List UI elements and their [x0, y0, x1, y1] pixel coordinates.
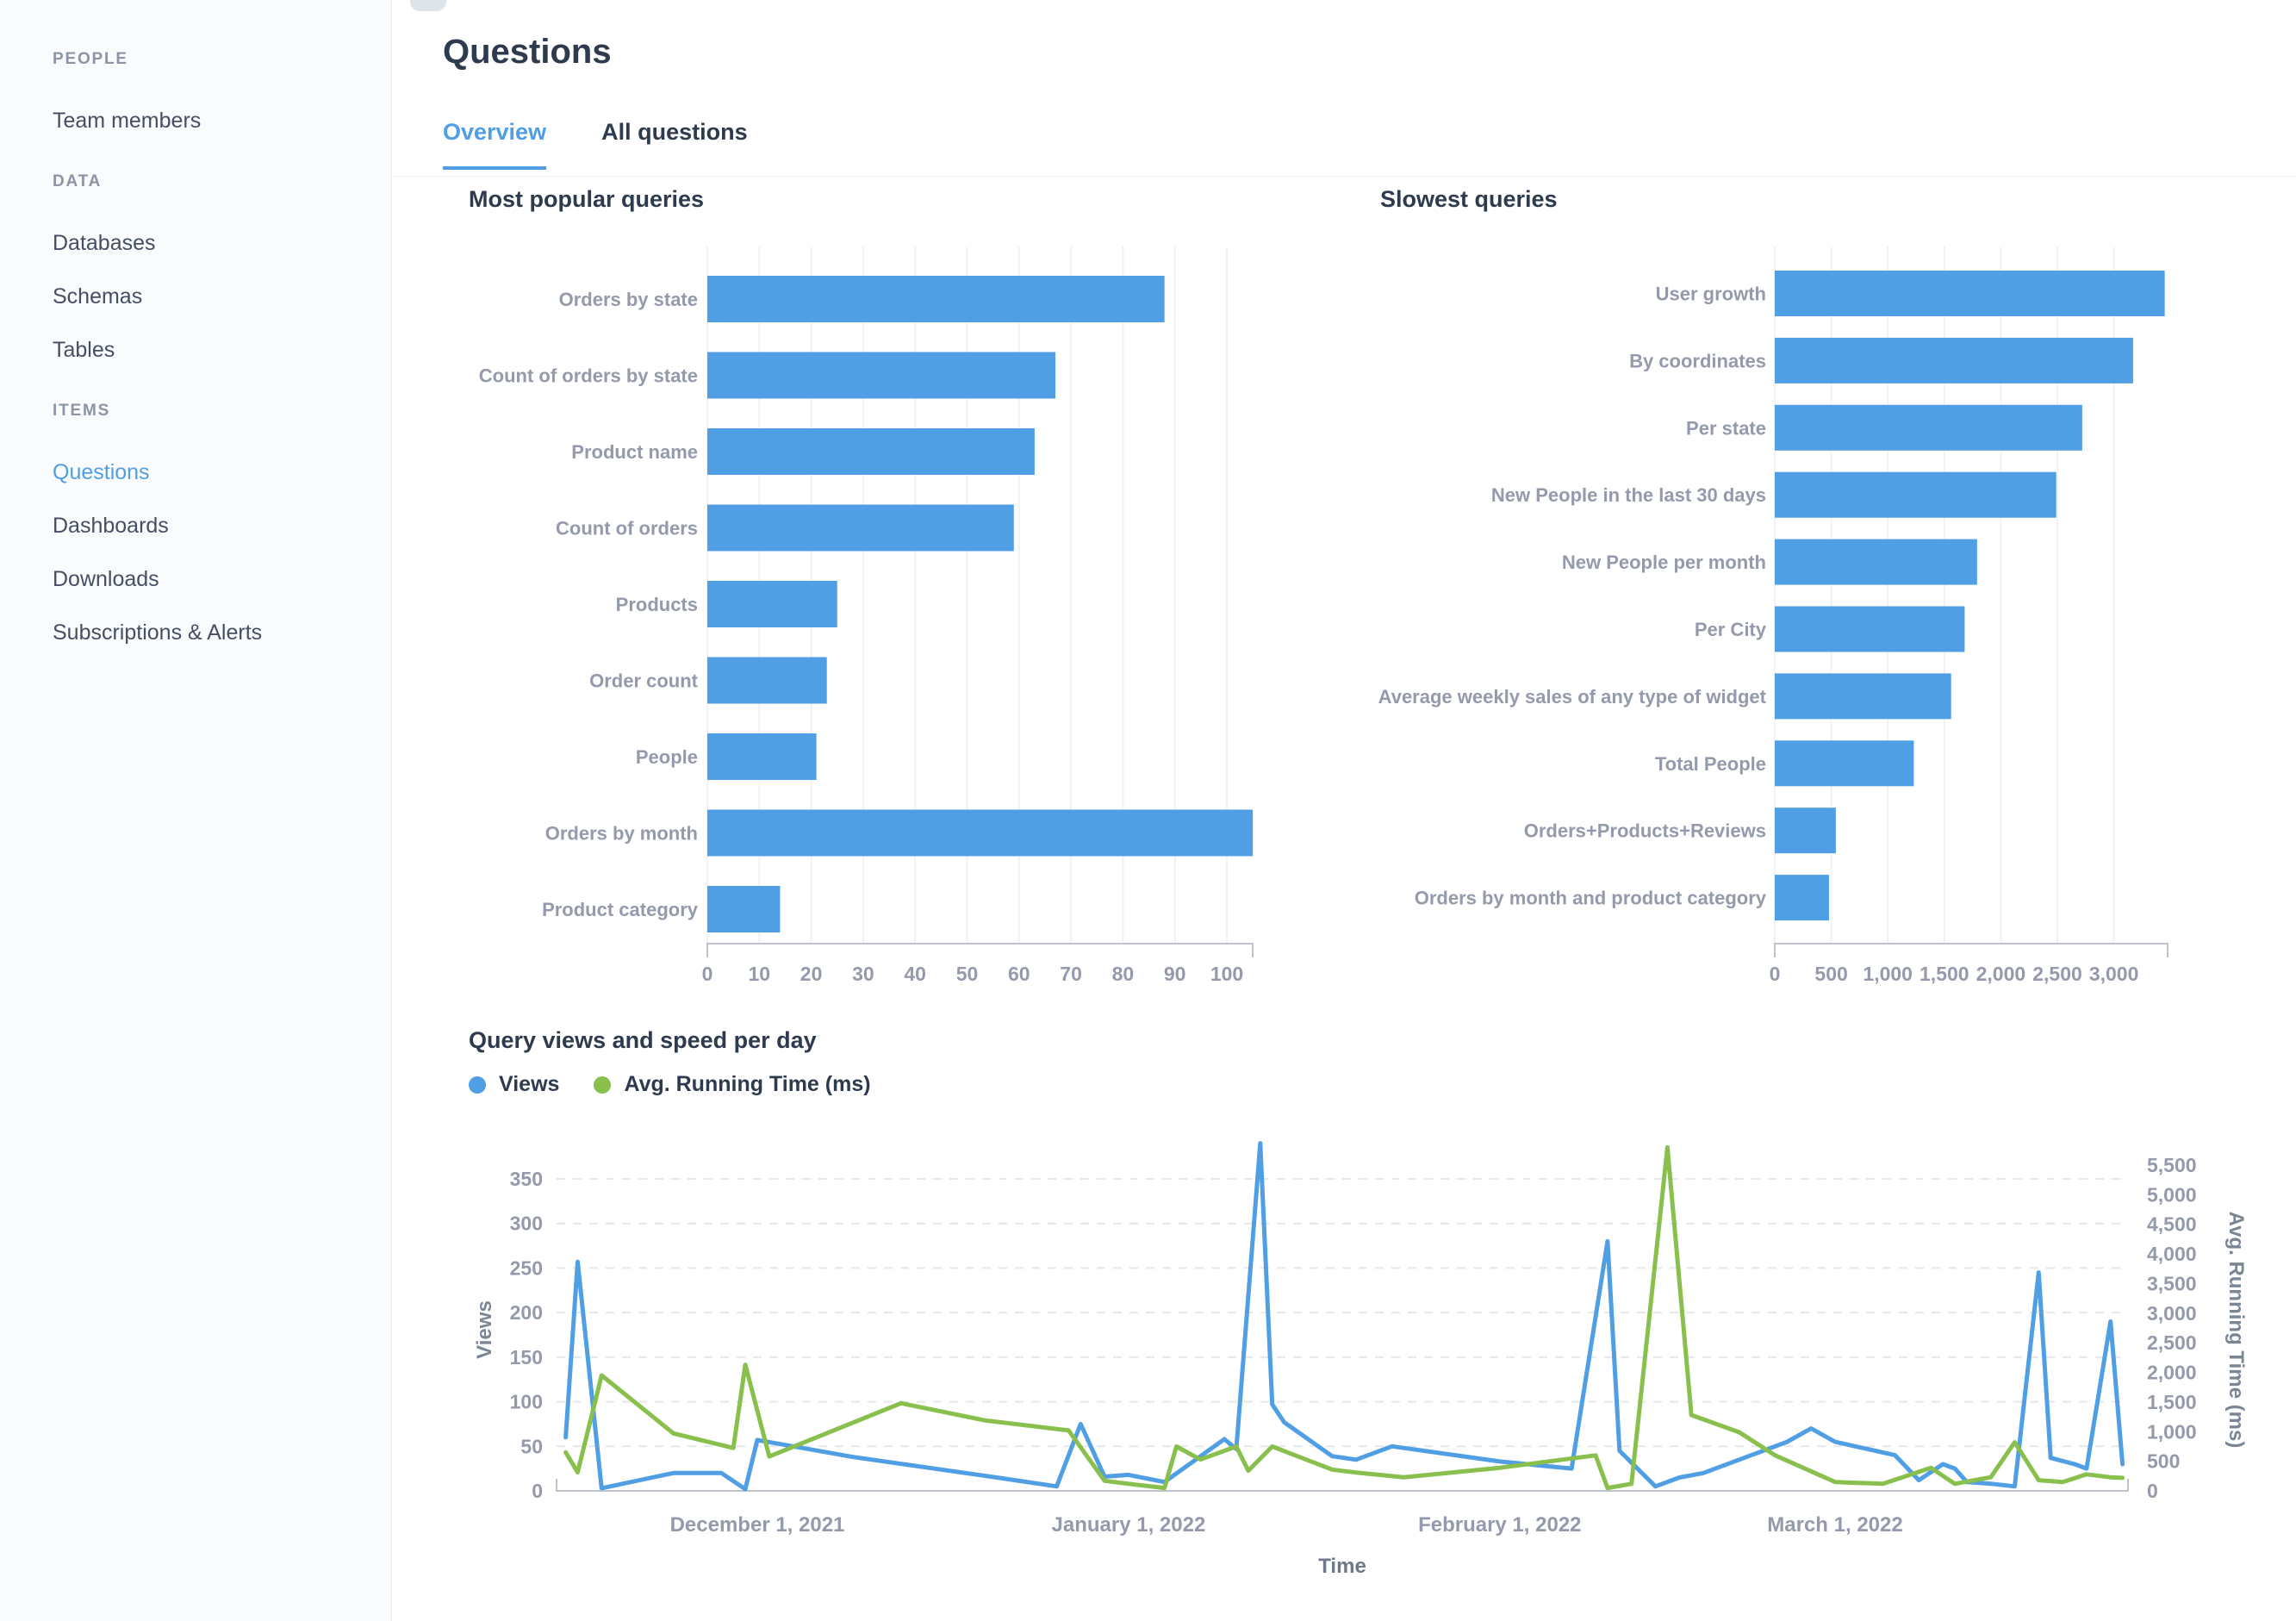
- x-tick-label: 1,500: [1920, 963, 1969, 985]
- right-axis-tick-label: 5,000: [2147, 1183, 2197, 1206]
- bar-average-weekly-sales-of-any-type-of-widget[interactable]: [1775, 673, 1951, 719]
- bar-user-growth[interactable]: [1775, 271, 2165, 316]
- main-content: [393, 0, 2296, 1621]
- x-tick-label: 0: [701, 963, 713, 985]
- query-views-speed-chart: [457, 1107, 2296, 1621]
- x-axis-title: Time: [1318, 1555, 1366, 1578]
- category-label-by-coordinates: By coordinates: [1629, 350, 1766, 372]
- legend-label-avg-running-time: Avg. Running Time (ms): [624, 1072, 871, 1096]
- line-chart-legend: [469, 1072, 871, 1097]
- right-axis-tick-label: 2,500: [2147, 1331, 2197, 1355]
- category-label-new-people-per-month: New People per month: [1561, 552, 1766, 574]
- sidebar-item-subscriptions-alerts[interactable]: Subscriptions & Alerts: [53, 620, 263, 645]
- bar-orders-by-month[interactable]: [707, 810, 1253, 857]
- sidebar-section-items: [53, 402, 391, 645]
- bar-per-city[interactable]: [1775, 607, 1964, 652]
- category-label-orders-by-month-and-product-category: Orders by month and product category: [1414, 887, 1766, 909]
- tabs-divider: [393, 176, 2296, 177]
- x-tick-label-january-1-2022: January 1, 2022: [1051, 1513, 1206, 1537]
- bar-orders-by-month-and-product-category[interactable]: [1775, 875, 1829, 920]
- sidebar-section-people: [53, 50, 391, 133]
- category-label-average-weekly-sales-of-any-type-of-widget: Average weekly sales of any type of widget: [1378, 685, 1766, 708]
- bar-new-people-in-the-last-30-days[interactable]: [1775, 472, 2056, 518]
- sidebar-section-header-data: DATA: [53, 172, 103, 190]
- left-axis-tick-label: 150: [509, 1345, 543, 1368]
- tab-bar: [443, 119, 748, 170]
- x-tick-label: 90: [1163, 963, 1186, 985]
- right-axis-tick-label: 5,500: [2147, 1153, 2197, 1176]
- left-axis-tick-label: 250: [509, 1256, 543, 1280]
- admin-sidebar: [0, 0, 392, 1621]
- right-axis-tick-label: 4,000: [2147, 1243, 2197, 1266]
- views-legend-swatch-icon: [469, 1076, 486, 1094]
- category-label-people: People: [635, 746, 698, 768]
- sidebar-item-tables[interactable]: Tables: [53, 338, 115, 362]
- category-label-product-name: Product name: [571, 441, 698, 463]
- right-axis-tick-label: 0: [2147, 1480, 2158, 1502]
- right-axis-tick-label: 1,500: [2147, 1390, 2197, 1413]
- legend-item-views: [469, 1072, 559, 1097]
- category-label-total-people: Total People: [1654, 752, 1766, 775]
- left-axis-tick-label: 0: [532, 1480, 543, 1502]
- category-label-new-people-in-the-last-30-days: New People in the last 30 days: [1490, 484, 1766, 507]
- x-tick-label: 40: [904, 963, 926, 985]
- x-tick-label: 60: [1008, 963, 1030, 985]
- sidebar-item-questions[interactable]: Questions: [53, 460, 150, 484]
- right-axis-tick-label: 2,000: [2147, 1361, 2197, 1384]
- category-label-count-of-orders-by-state: Count of orders by state: [478, 365, 698, 387]
- left-axis-tick-label: 350: [509, 1167, 543, 1190]
- x-tick-label: 100: [1210, 963, 1244, 985]
- sidebar-section-header-items: ITEMS: [53, 402, 111, 420]
- category-label-products: Products: [615, 594, 698, 615]
- x-tick-label: 0: [1769, 963, 1781, 985]
- sidebar-item-team-members[interactable]: Team members: [53, 109, 202, 133]
- tab-overview[interactable]: Overview: [443, 119, 546, 170]
- x-tick-label-february-1-2022: February 1, 2022: [1418, 1513, 1582, 1537]
- avg-running-time-legend-swatch-icon: [594, 1076, 611, 1094]
- bar-people[interactable]: [707, 733, 817, 780]
- bar-products[interactable]: [707, 581, 837, 627]
- bar-orders-by-state[interactable]: [707, 276, 1165, 322]
- most-popular-queries-title: Most popular queries: [469, 186, 705, 212]
- category-label-order-count: Order count: [589, 670, 698, 692]
- query-views-speed-title: Query views and speed per day: [469, 1027, 817, 1053]
- most-popular-queries-chart: [465, 233, 1284, 1008]
- slowest-queries-chart: [1374, 233, 2274, 1008]
- category-label-per-city: Per City: [1694, 619, 1766, 640]
- views-line[interactable]: [566, 1144, 2123, 1489]
- avg-running-time-ms-line[interactable]: [566, 1147, 2123, 1487]
- bar-count-of-orders[interactable]: [707, 505, 1014, 552]
- x-tick-label: 1,000: [1863, 963, 1913, 985]
- right-axis-tick-label: 500: [2147, 1450, 2181, 1473]
- sidebar-item-databases[interactable]: Databases: [53, 231, 156, 255]
- x-tick-label: 3,000: [2088, 963, 2139, 985]
- tab-all-questions[interactable]: All questions: [601, 119, 748, 145]
- x-tick-label: 20: [800, 963, 823, 985]
- x-tick-label: 30: [852, 963, 874, 985]
- right-axis-title: Avg. Running Time (ms): [2224, 1211, 2248, 1449]
- sidebar-section-data: [53, 172, 391, 362]
- category-label-orders-by-month: Orders by month: [544, 822, 698, 845]
- bar-order-count[interactable]: [707, 658, 827, 704]
- left-axis-tick-label: 300: [509, 1212, 543, 1235]
- content-top-pill: [410, 0, 446, 11]
- sidebar-item-downloads[interactable]: Downloads: [53, 567, 159, 591]
- right-axis-tick-label: 4,500: [2147, 1213, 2197, 1236]
- x-tick-label: 2,000: [1976, 963, 2026, 985]
- x-tick-label: 70: [1060, 963, 1082, 985]
- category-label-per-state: Per state: [1686, 417, 1766, 440]
- bar-product-name[interactable]: [707, 428, 1035, 475]
- bar-product-category[interactable]: [707, 886, 780, 932]
- right-axis-tick-label: 1,000: [2147, 1420, 2197, 1443]
- sidebar-section-header-people: PEOPLE: [53, 50, 128, 68]
- slowest-queries-title: Slowest queries: [1380, 186, 1558, 212]
- x-tick-label-march-1-2022: March 1, 2022: [1767, 1513, 1903, 1537]
- x-axis-line: [1775, 944, 2168, 957]
- category-label-product-category: Product category: [542, 899, 698, 920]
- bar-count-of-orders-by-state[interactable]: [707, 352, 1055, 399]
- page-title: Questions: [443, 33, 612, 71]
- right-axis-tick-label: 3,500: [2147, 1272, 2197, 1295]
- x-axis-line: [707, 944, 1253, 957]
- category-label-count-of-orders: Count of orders: [556, 517, 698, 539]
- left-axis-tick-label: 100: [509, 1390, 543, 1413]
- x-tick-label-december-1-2021: December 1, 2021: [669, 1513, 845, 1537]
- x-tick-label: 10: [748, 963, 771, 985]
- x-tick-label: 2,500: [2032, 963, 2082, 985]
- bar-by-coordinates[interactable]: [1775, 338, 2133, 383]
- bar-total-people[interactable]: [1775, 740, 1913, 786]
- legend-label-views: Views: [499, 1072, 560, 1096]
- sidebar-item-schemas[interactable]: Schemas: [53, 284, 143, 309]
- left-axis-tick-label: 50: [520, 1435, 543, 1458]
- bar-per-state[interactable]: [1775, 405, 2082, 451]
- sidebar-item-dashboards[interactable]: Dashboards: [53, 514, 169, 538]
- left-axis-title: Views: [473, 1300, 496, 1359]
- bar-orders-products-reviews[interactable]: [1775, 807, 1836, 853]
- legend-item-avg-running-time: [594, 1072, 870, 1097]
- right-axis-tick-label: 3,000: [2147, 1301, 2197, 1325]
- x-tick-label: 80: [1111, 963, 1135, 985]
- category-label-orders-by-state: Orders by state: [558, 289, 698, 310]
- category-label-orders-products-reviews: Orders+Products+Reviews: [1523, 820, 1766, 842]
- x-tick-label: 50: [955, 963, 979, 985]
- left-axis-tick-label: 200: [509, 1301, 543, 1325]
- category-label-user-growth: User growth: [1655, 283, 1766, 305]
- x-tick-label: 500: [1814, 963, 1848, 985]
- bar-new-people-per-month[interactable]: [1775, 539, 1977, 585]
